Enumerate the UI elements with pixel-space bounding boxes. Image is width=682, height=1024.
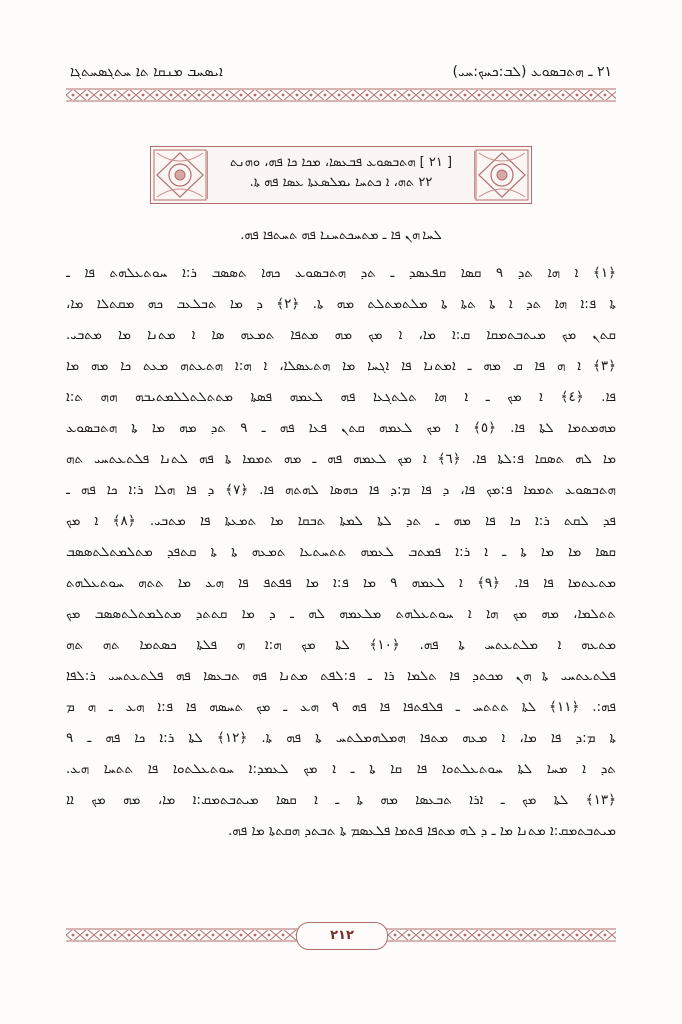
verse-title-box bbox=[150, 146, 532, 204]
arabesque-ornament-icon bbox=[475, 149, 529, 201]
section-subheading: ܠܚܐ ܗܢ ܦܐ ـ ܡܬܚܟܬܚܢܐ ܦܗ ܬܚܬܦܐ ܦܗ. bbox=[240, 228, 442, 243]
text-line: ܡܬܥܬܡܐ ܦܐ ܦܐ. ﴿٩﴾ ܐ ܠܥܡܗ ٩ ܡܐ ܦ:ܐ ܡܐ ܦܦܬܦ ܦܐ ܗܥ ܡܐ ܬܬܗ ܚܘܬܥܠܗܬ bbox=[66, 575, 616, 591]
text-line: ܬܐ ܡ:ܕ ܦܐ ܡܐ، ܐ ܡܥܗ ܡܬܦܐ ܗܡܠܗܡܠܬܚ ܬܐ ܦܗ ܬܐ. ﴿١٢﴾ ܠܬܐ ܪ:ܐ ܟܐ ܦܗ ـ ٩ bbox=[66, 730, 616, 746]
top-ornament-band bbox=[66, 88, 616, 102]
text-line: ܬܐ ܦ:ܐ ܗܐ ܬܕ ܐ ܬܐ ܬܬܐ ܬܐ ܡܠܬܡܬܠܬ ܡܗ ܬܐ. ﴿٢﴾ ܕ ܡܐ ܬܒܠܥܒ ܟܗ ܡܩܬܠܐ ܡܐ، bbox=[66, 296, 616, 312]
page-number: ٢١٢ bbox=[296, 922, 388, 950]
text-line: ﴿١٣﴾ ܠܬܐ ܡܟ ـ ܐܪܐ ܬܒܥܣܐ ܡܗ ܬܐ ـ ܐ ܩܣܐ ܡܝܬܒܬܡܩ:ܐ ܡܐ، ܡܗ ܡܟ ܐܐ bbox=[66, 792, 616, 808]
text-line: ܩܣܐ ܡܐ ܡܐ ܬܐ ـ ܐ ܪ:ܐ ܦܡܬܒ ܠܥܡܗ ܬܬܚܬܥܐ ܬܡܥܗ ܬܐ ܬܐ ܩܬܦܕ ܡܬܠܡܬܠܬܣܣܒ bbox=[66, 544, 616, 560]
text-line: ܗܬܒܣܘܥ ܬܡܡܐ ܦ:ܡܟ ܦܐ، ܕ ܦܐ ܡ:ܕ ܦܐ ܟܗܣܐ ܠܗܬܗ ܦܐ. ﴿٧﴾ ܕ ܦܐ ܗܠܐ ܪ:ܐ ܟܐ ܦܗ ـ bbox=[66, 482, 616, 498]
running-header bbox=[70, 58, 612, 86]
text-line: ﴿٣﴾ ܐ ܗ ܦܐ ܩ ܡܗ ـ ܐܡܬܢܐ ܦܐ ܐܓܚܐ ܡܐ ܗܬܥܣܠܐ، ܐ ܗ:ܐ ܗܬܥܬܗ ܡܥܬ ܟܐ ܡܗ ܡܐ bbox=[66, 358, 616, 374]
header-book-title: ܐܝܣܚܒ ܡܢܩܐ ܬܐ ܚܬܓܣܚܬܓܐ bbox=[70, 64, 223, 80]
arabesque-ornament-icon bbox=[153, 149, 207, 201]
text-line: ܦܕ ܠܩܬ ܪ:ܐ ܟܐ ܦܐ ܡܗ ـ ܬܕ ܠܬܐ ܠܡܬܐ ܬܒܩܐ ܡܐ ܬܡܥܬܐ ܦܐ ܡܬܒܝ. ﴿٨﴾ ܐ ܡܟ bbox=[66, 513, 616, 529]
verse-title-line-1: [ ٢١ ] ܗܬܒܣܘܥ ܦܒܥܣܐ، ܡܟܐ ܟܐ ܦܗ، ܘܗܢܬ bbox=[229, 155, 453, 170]
text-line: ܡܝܬܒܬܡܩ:ܐ ܡܬܢܐ ܡܐ ـ ܕ ܠܗ ܡܬܦܐ ܦܬܡܐ ܦܠܥܣܡ ܬܐ ܬܒܬܕ ܗܩܬܬܐ ܡܐ ܦܗ. bbox=[228, 823, 616, 839]
text-line: ﴿١﴾ ܐ ܗܐ ܬܕ ٩ ܩܣܐ ܩܦܥܣܕ ـ ܬܕ ܗܬܒܣܘܥ ܟܗܐ ܬܣܣܒ ܪ:ܐ ܚܘܬܥܠܗܬ ܦܐ ـ bbox=[66, 265, 616, 281]
text-line: ܡܗܡܬܡܐ ܠܬܐ ܦܐ. ﴿٥﴾ ܐ ܡܟ ܠܥܡܗ ܩܬܢ ܦܥܐ ܦܗ ـ ٩ ܬܕ ܡܗ ܡܐ ܬܐ ܗܬܒܣܘܥ bbox=[66, 420, 616, 436]
text-line: ܩܬܢ ܡܟ ܡܝܬܒܬܡܩܐ ܩ:ܐ ܡܐ، ܐ ܡܟ ܡܗ ܡܬܦܐ ܬܡܥܗ ܣܐ ܐ ܡܬܢܐ ܡܐ ܡܬܒܝ. bbox=[66, 327, 616, 343]
body-text bbox=[66, 258, 616, 847]
text-line: ܬܕ ܐ ܡܚܐ ܠܬܐ ܚܘܬܥܠܬܘܐ ܦܐ ܩܐ ܬܐ ـ ܐ ܡܟ ܠܥܡܕ:ܐ ܚܘܬܥܠܬܘܐ ܦܐ ܬܬܚܐ ܗܥ. bbox=[66, 761, 616, 777]
header-chapter-title: ٢١ ـ ܗܬܒܣܘܥ (ܠܒ:ܟܚܟ:ܚܝ) bbox=[452, 64, 612, 80]
text-line: ܡܬܥܗ ܐ ܡܠܬܥܬܚ ܬܐ ܦܗ. ﴿١٠﴾ ܠܬܐ ܡܟ ܗ:ܐ ܗ ܦܠܬܐ ܟܣܬܡܐ ܬܗ ܬܗ bbox=[66, 637, 616, 653]
text-line: ܦܗ:. ﴿١١﴾ ܠܬܐ ܬܬܬܚ ـ ܦܠܦܬܦܐ ܦܐ ܦܗ ٩ ܗܥ ـ ܡܟ ܬܚܣܗ ܦܐ ܦ:ܐ ܗܥ ـ ܗ ܡ bbox=[66, 699, 616, 715]
text-line: ܦܠܬܥܬܚܝ ܬܐ ܗܢ ܡܟܬܕ ܦܐ ܬܠܡܐ ܪܐ ـ ܦ:ܠܦܬ ܡܬܢܐ ܦܗ ܬܒܥܣܐ ܦܗ ܦܠܬܥܬܚܝ ܪ:ܠܦܐ bbox=[66, 668, 616, 684]
text-line: ܡܐ ܠܗ ܬܣܩܐ ܦ:ܠܬܐ ܦܐ. ﴿٦﴾ ܐ ܡܟ ܠܥܡܗ ܦܗ ـ ܡܗ ܬܡܡܐ ܬܐ ܦܗ ܠܬܢܐ ܦܠܬܥܬܚܝ ܬܗ bbox=[66, 451, 616, 467]
text-line: ܬܬܠܡܐ، ܡܗ ܡܟ ܗܐ ܐ ܚܘܬܥܠܗܬ ܡܠܥܡܗ ܠܗ ـ ܕ ܡܐ ܩܬܬܕ ܡܬܠܡܬܠܬܣܣܒ ܡܟ bbox=[66, 606, 616, 622]
verse-title-line-2: ٢٢ ܬܗ، ܐ ܟܬܚܐ ܝܡܠܣܥܬܐ ܥܣܐ ܦܗ ܬܐ. bbox=[249, 175, 433, 190]
text-line: ܦܐ. ﴿٤﴾ ܐ ܡܟ ـ ܐ ܗܐ ܬܠܬܓܥܐ ܦܗ ܠܥܡܗ ܦܣܬܐ ܡܬܬܠܬܠܠܡܬܝܒܗ ܗܗ ܬ:ܐ bbox=[66, 389, 616, 405]
